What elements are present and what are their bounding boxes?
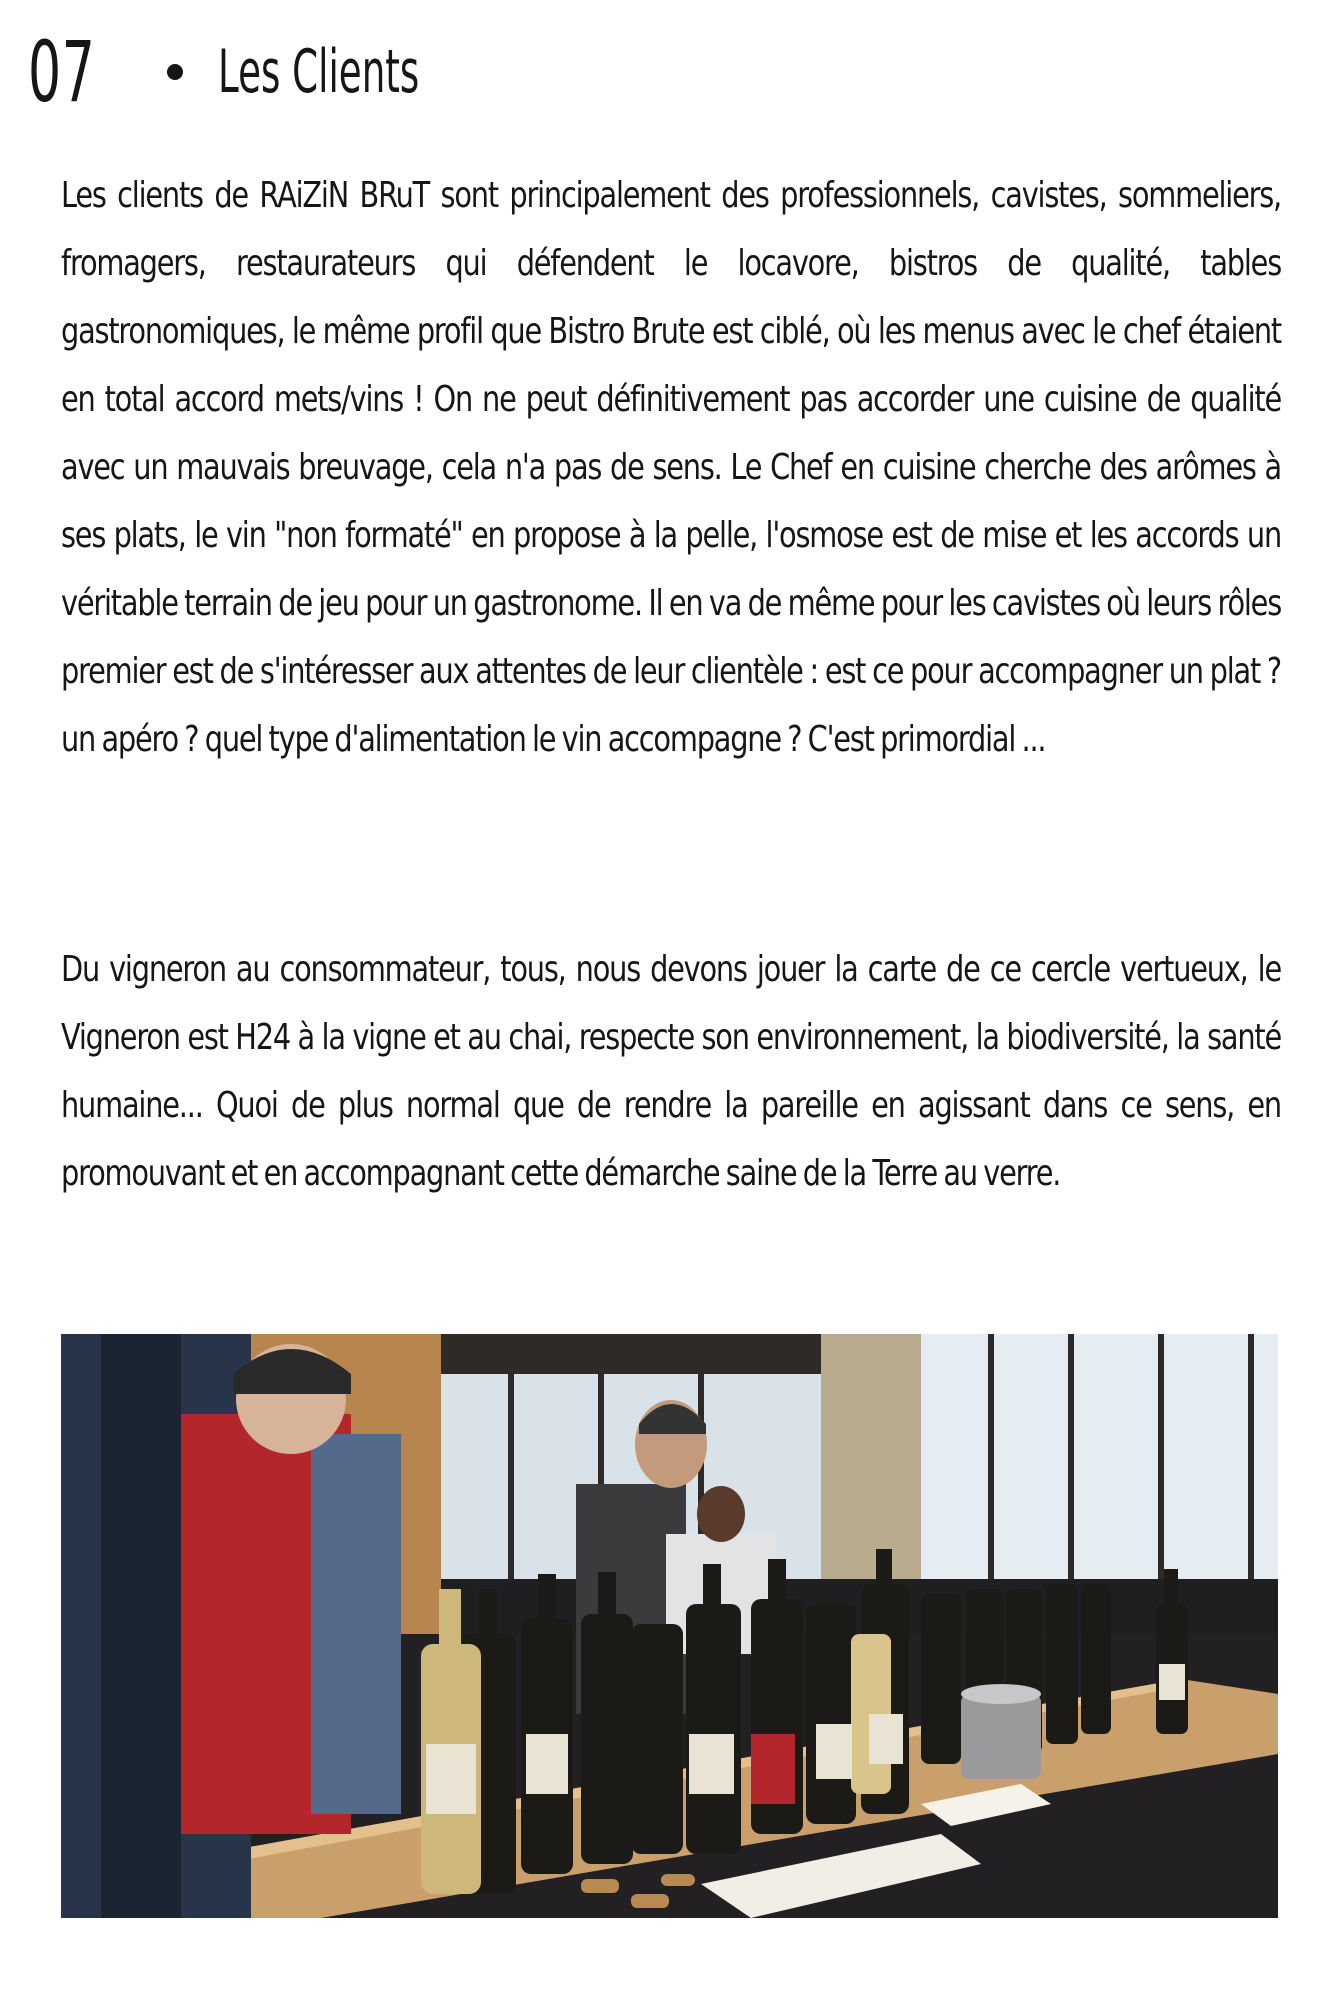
paragraph-vigneron: Du vigneron au consommateur, tous, nous devons jouer la carte de ce cercle vertueux, le Vigneron est H24 à la vigne et au chai, respecte son environnement, la biodiversité, la santé humaine... Quoi de plus normal que de rendre la pareille en agissant dans ce sens, en promouvant et en accompagnant cette démarche saine de la Terre au verre. — [61, 949, 1281, 1194]
wine-tasting-photo — [61, 1334, 1278, 1918]
page-header — [28, 22, 1288, 122]
bullet-icon — [167, 64, 183, 80]
body-text — [61, 162, 1281, 1208]
paragraph-clients: Les clients de RAiZiN BRuT sont principalement des professionnels, cavistes, sommeliers, fromagers, restaurateurs qui défendent le locavore, bistros de qualité, tables gastronomiques, le même profil que Bistro Brute est ciblé, où les menus avec le chef étaient en total accord mets/vins ! On ne peut définitivement pas accorder une cuisine de qualité avec un mauvais breuvage, cela n'a pas de sens. Le Chef en cuisine cherche des arômes à ses plats, le vin "non formaté" en propose à la pelle, l'osmose est de mise et les accords un véritable terrain de jeu pour un gastronome. Il en va de même pour les cavistes où leurs rôles premier est de s'intéresser aux attentes de leur clientèle : est ce pour accompagner un plat ? un apéro ? quel type d'alimentation le vin accompagne ? C'est primordial ... — [61, 175, 1281, 760]
photo-illustration — [61, 1334, 1278, 1918]
page-number: 07 — [28, 23, 96, 121]
section-title: Les Clients — [218, 37, 420, 107]
